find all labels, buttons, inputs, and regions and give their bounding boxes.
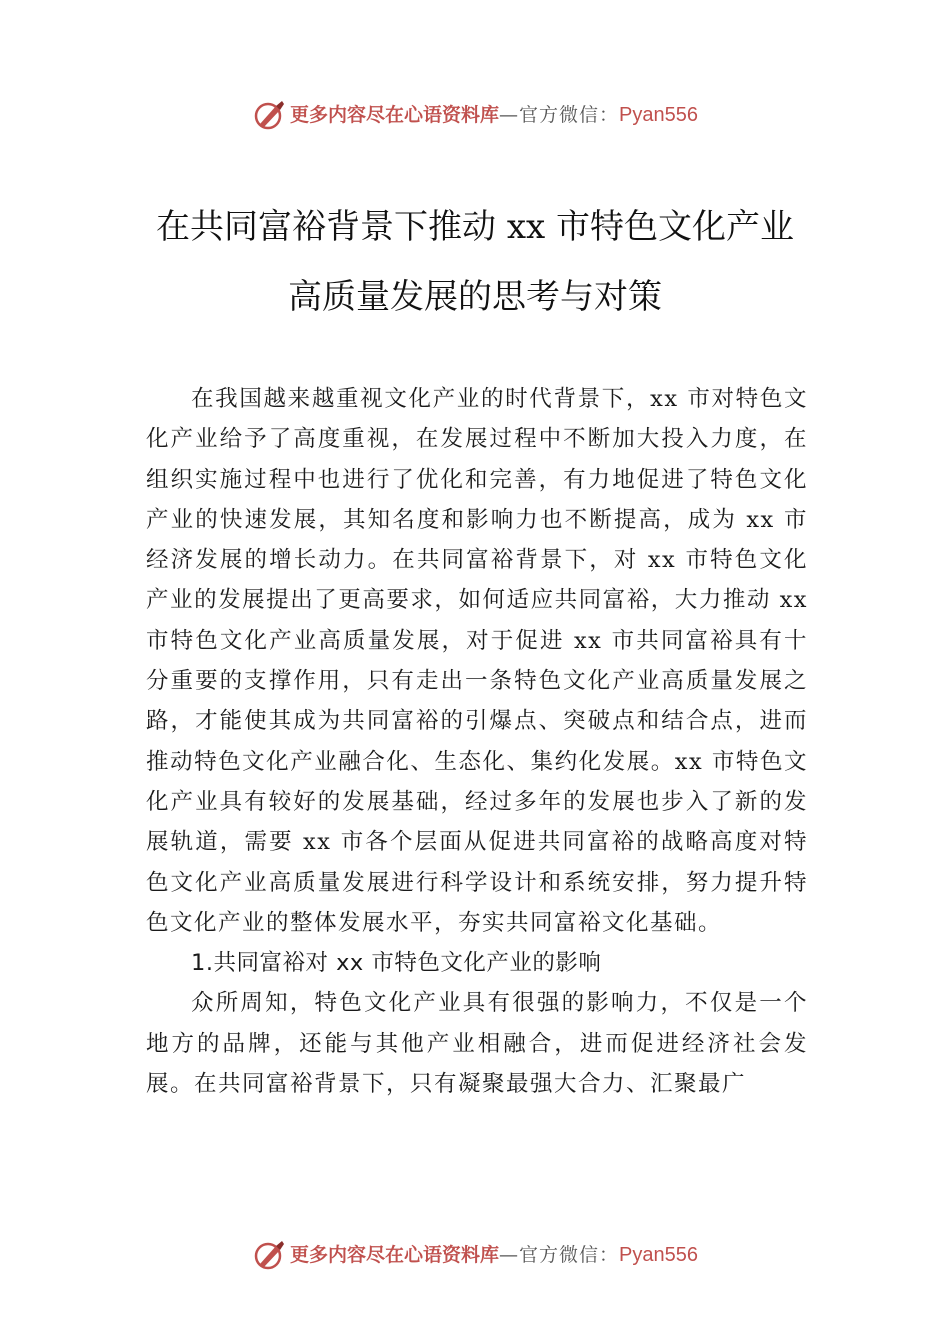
watermark-separator: —官方微信： <box>499 104 620 126</box>
title-line-1: 在共同富裕背景下推动 xx 市特色文化产业 <box>156 207 794 247</box>
watermark-wechat-id: Pyan556 <box>619 104 698 126</box>
pen-logo-icon <box>252 98 286 132</box>
body-paragraph: 众所周知，特色文化产业具有很强的影响力，不仅是一个地方的品牌，还能与其他产业相融合，进而促进经济社会发展。在共同富裕背景下，只有凝聚最强大合力、汇聚最广 <box>146 990 808 1098</box>
section-heading: 1.共同富裕对 xx 市特色文化产业的影响 <box>191 950 602 977</box>
watermark-main-text: 更多内容尽在心语资料库 <box>290 104 500 126</box>
watermark-separator: —官方微信： <box>499 1244 620 1266</box>
document-title <box>100 192 850 332</box>
pen-logo-icon <box>252 1238 286 1272</box>
header-watermark <box>0 98 950 132</box>
watermark-main-text: 更多内容尽在心语资料库 <box>290 1244 500 1266</box>
title-line-2: 高质量发展的思考与对策 <box>288 277 662 317</box>
document-body <box>146 379 808 1104</box>
watermark-wechat-id: Pyan556 <box>619 1244 698 1266</box>
body-paragraph: 在我国越来越重视文化产业的时代背景下，xx 市对特色文化产业给予了高度重视，在发展过程中不断加大投入力度，在组织实施过程中也进行了优化和完善，有力地促进了特色文化产业的快速发展，其知名度和影响力也不断提高，成为 xx 市经济发展的增长动力。在共同富裕背景下，对 xx 市特色文化产业的发展提出了更高要求，如何适应共同富裕，大力推动 xx 市特色文化产业高质量发展，对于促进 xx 市共同富裕具有十分重要的支撑作用，只有走出一条特色文化产业高质量发展之路，才能使其成为共同富裕的引爆点、突破点和结合点，进而推动特色文化产业融合化、生态化、集约化发展。xx 市特色文化产业具有较好的发展基础，经过多年的发展也步入了新的发展轨道，需要 xx 市各个层面从促进共同富裕的战略高度对特色文化产业高质量发展进行科学设计和系统安排，努力提升特色文化产业的整体发展水平，夯实共同富裕文化基础。 <box>146 386 808 936</box>
footer-watermark <box>0 1238 950 1272</box>
